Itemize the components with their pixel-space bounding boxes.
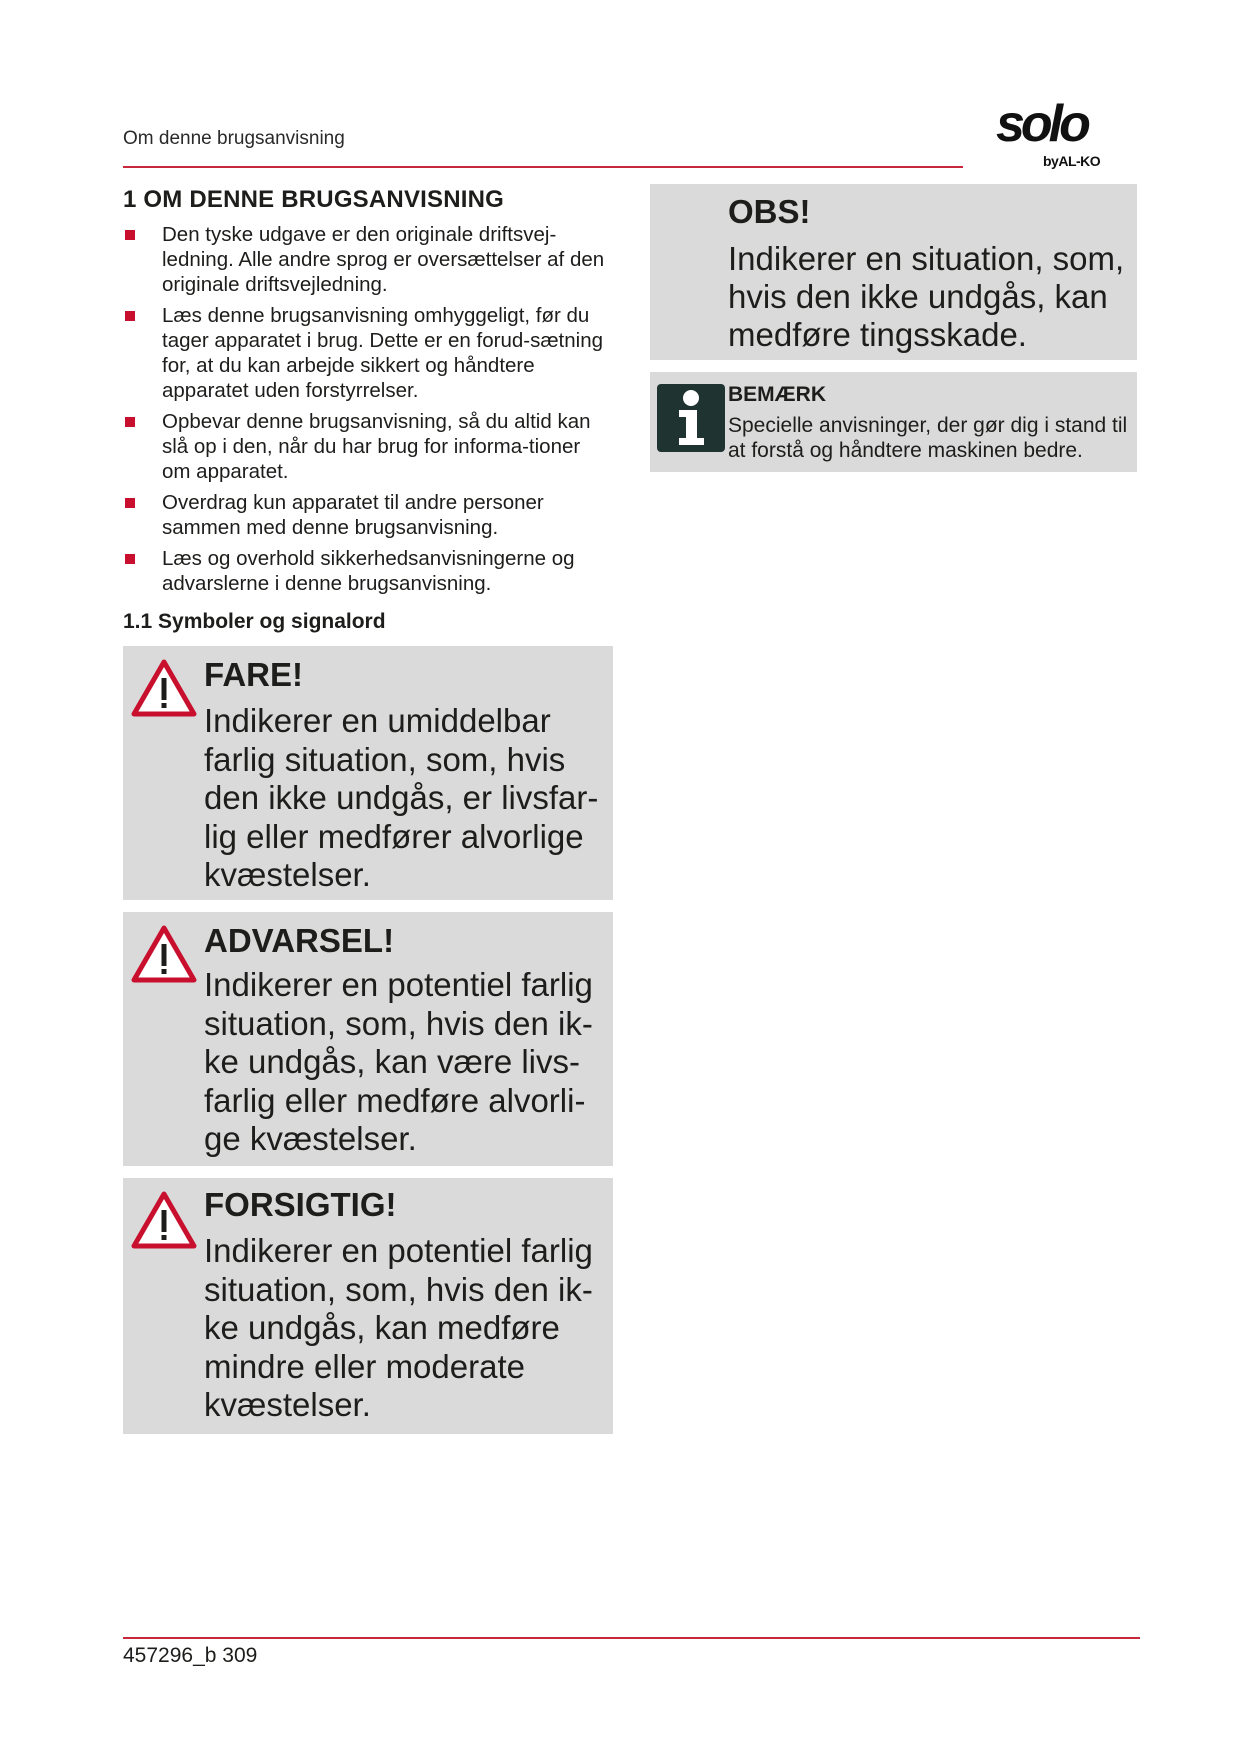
warning-box (123, 912, 613, 1166)
bullet-square-icon (125, 417, 135, 427)
logo-wordmark: solo (996, 95, 1087, 153)
warning-triangle-icon (131, 924, 197, 984)
warning-triangle-icon (131, 658, 197, 718)
section-heading: 1 OM DENNE BRUGSANVISNING (123, 186, 505, 213)
notice-text: Indikerer en situation, som, hvis den ikke undgås, kan medføre tingsskade. (728, 240, 1125, 353)
note-text: Specielle anvisninger, der gør dig i stand til at forstå og håndtere maskinen bedre. (728, 414, 1128, 462)
warning-text: Indikerer en potentiel farlig situation, som, hvis den ik-ke undgås, kan være livs-farlig eller medføre alvorli-ge kvæstelser. (204, 966, 593, 1157)
solo-logo (996, 95, 1116, 174)
footer-rule (123, 1637, 1140, 1639)
list-item: Den tyske udgave er den originale driftsvej-ledning. Alle andre sprog er oversættelser af den originale driftsvejledning. (123, 222, 613, 297)
list-item: Opbevar denne brugsanvisning, så du altid kan slå op i den, når du har brug for informa-tioner om apparatet. (123, 409, 613, 484)
notice-title: OBS! (728, 193, 811, 230)
logo-byline: byAL-KO (1043, 153, 1101, 169)
caution-title: FORSIGTIG! (204, 1186, 397, 1223)
footer-page-number: 457296_b 309 (123, 1644, 258, 1667)
list-item: Læs og overhold sikkerhedsanvisningerne og advarslerne i denne brugsanvisning. (123, 546, 613, 596)
note-title: BEMÆRK (728, 383, 826, 406)
danger-title: FARE! (204, 656, 303, 693)
warning-title: ADVARSEL! (204, 922, 395, 959)
bullet-square-icon (125, 554, 135, 564)
bullet-square-icon (125, 311, 135, 321)
list-item: Læs denne brugsanvisning omhyggeligt, før du tager apparatet i brug. Dette er en forud-sætning for, at du kan arbejde sikkert og håndtere apparatet uden forstyrrelser. (123, 303, 613, 403)
bullet-square-icon (125, 498, 135, 508)
header-rule (123, 166, 963, 168)
right-column (650, 184, 1137, 472)
danger-box (123, 646, 613, 900)
note-box (650, 372, 1137, 472)
info-icon (657, 384, 725, 452)
subsection-heading: 1.1 Symboler og signalord (123, 610, 386, 633)
warning-triangle-icon (131, 1190, 197, 1250)
intro-bullet-list (123, 222, 613, 596)
notice-box (650, 184, 1137, 360)
left-column (123, 186, 613, 1446)
caution-text: Indikerer en potentiel farlig situation, som, hvis den ik-ke undgås, kan medføre mindre eller moderate kvæstelser. (204, 1232, 593, 1423)
bullet-square-icon (125, 230, 135, 240)
page-header-title: Om denne brugsanvisning (123, 128, 345, 149)
list-item: Overdrag kun apparatet til andre personer sammen med denne brugsanvisning. (123, 490, 613, 540)
danger-text: Indikerer en umiddelbar farlig situation, som, hvis den ikke undgås, er livsfar-lig eller medfører alvorlige kvæstelser. (204, 702, 599, 893)
caution-box (123, 1178, 613, 1434)
